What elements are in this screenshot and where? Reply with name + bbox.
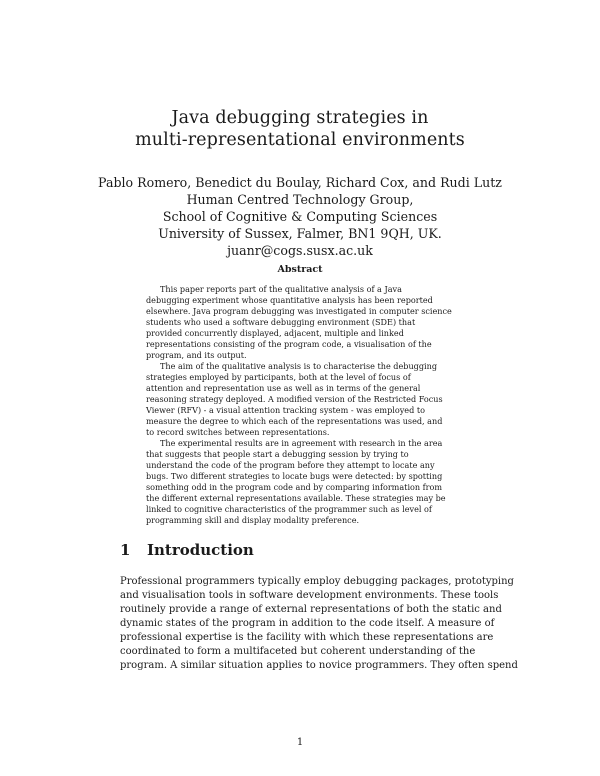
section-heading-introduction xyxy=(120,541,254,559)
affiliation-address: University of Sussex, Falmer, BN1 9QH, UK. xyxy=(158,226,442,241)
abstract-line: understand the code of the program before they attempt to locate any xyxy=(146,460,435,470)
body-line: Professional programmers typically employ debugging packages, prototyping xyxy=(120,576,514,587)
page-number: 1 xyxy=(296,737,304,748)
abstract-line: This paper reports part of the qualitative analysis of a Java xyxy=(160,284,402,294)
abstract-line: bugs. Two different strategies to locate bugs were detected: by spotting xyxy=(146,471,443,481)
body-line: routinely provide a range of external representations of both the static and xyxy=(120,604,502,615)
abstract-line: elsewhere. Java program debugging was investigated in computer science xyxy=(146,306,452,316)
abstract-line: measure the degree to which each of the representations was used, and xyxy=(146,416,443,426)
abstract-line: that suggests that people start a debugging session by trying to xyxy=(146,449,409,459)
abstract-line: Viewer (RFV) - a visual attention tracking system - was employed to xyxy=(146,405,425,415)
body-line: program. A similar situation applies to novice programmers. They often spend xyxy=(120,660,518,671)
abstract-line: provided concurrently displayed, adjacent, multiple and linked xyxy=(146,328,404,338)
section-number: 1 xyxy=(120,541,131,559)
abstract-line: students who used a software debugging environment (SDE) that xyxy=(146,317,416,327)
body-line: and visualisation tools in software development environments. These tools xyxy=(120,590,499,601)
body-line: dynamic states of the program in addition to the code itself. A measure of xyxy=(120,618,495,629)
body-line: professional expertise is the facility with which these representations are xyxy=(120,632,494,643)
abstract-line: program, and its output. xyxy=(146,350,247,360)
abstract-line: to record switches between representations. xyxy=(146,427,330,437)
abstract-line: something odd in the program code and by comparing information from xyxy=(146,482,443,492)
abstract-line: The aim of the qualitative analysis is to characterise the debugging xyxy=(160,361,438,371)
affiliation-group: Human Centred Technology Group, xyxy=(186,192,414,207)
abstract-line: linked to cognitive characteristics of the programmer such as level of xyxy=(146,504,432,514)
author-names: Pablo Romero, Benedict du Boulay, Richard Cox, and Rudi Lutz xyxy=(98,175,502,190)
abstract-line: attention and representation use as well as in terms of the general xyxy=(146,383,421,393)
body-line: coordinated to form a multifaceted but coherent understanding of the xyxy=(120,646,476,657)
author-email: juanr@cogs.susx.ac.uk xyxy=(227,243,373,258)
abstract-line: programming skill and display modality preference. xyxy=(146,515,360,525)
paper-title-line-2: multi-representational environments xyxy=(135,130,465,150)
abstract-line: representations consisting of the program code, a visualisation of the xyxy=(146,339,432,349)
abstract-line: reasoning strategy deployed. A modified version of the Restricted Focus xyxy=(146,394,443,404)
abstract-heading: Abstract xyxy=(277,264,323,275)
paper-title-line-1: Java debugging strategies in xyxy=(171,108,429,128)
affiliation-school: School of Cognitive & Computing Sciences xyxy=(162,209,438,224)
abstract-line: debugging experiment whose quantitative analysis has been reported xyxy=(146,295,433,305)
abstract-line: The experimental results are in agreement with research in the area xyxy=(160,438,443,448)
abstract-line: strategies employed by participants, both at the level of focus of xyxy=(146,372,411,382)
section-title: Introduction xyxy=(147,541,254,559)
abstract-line: the different external representations available. These strategies may be xyxy=(146,493,446,503)
